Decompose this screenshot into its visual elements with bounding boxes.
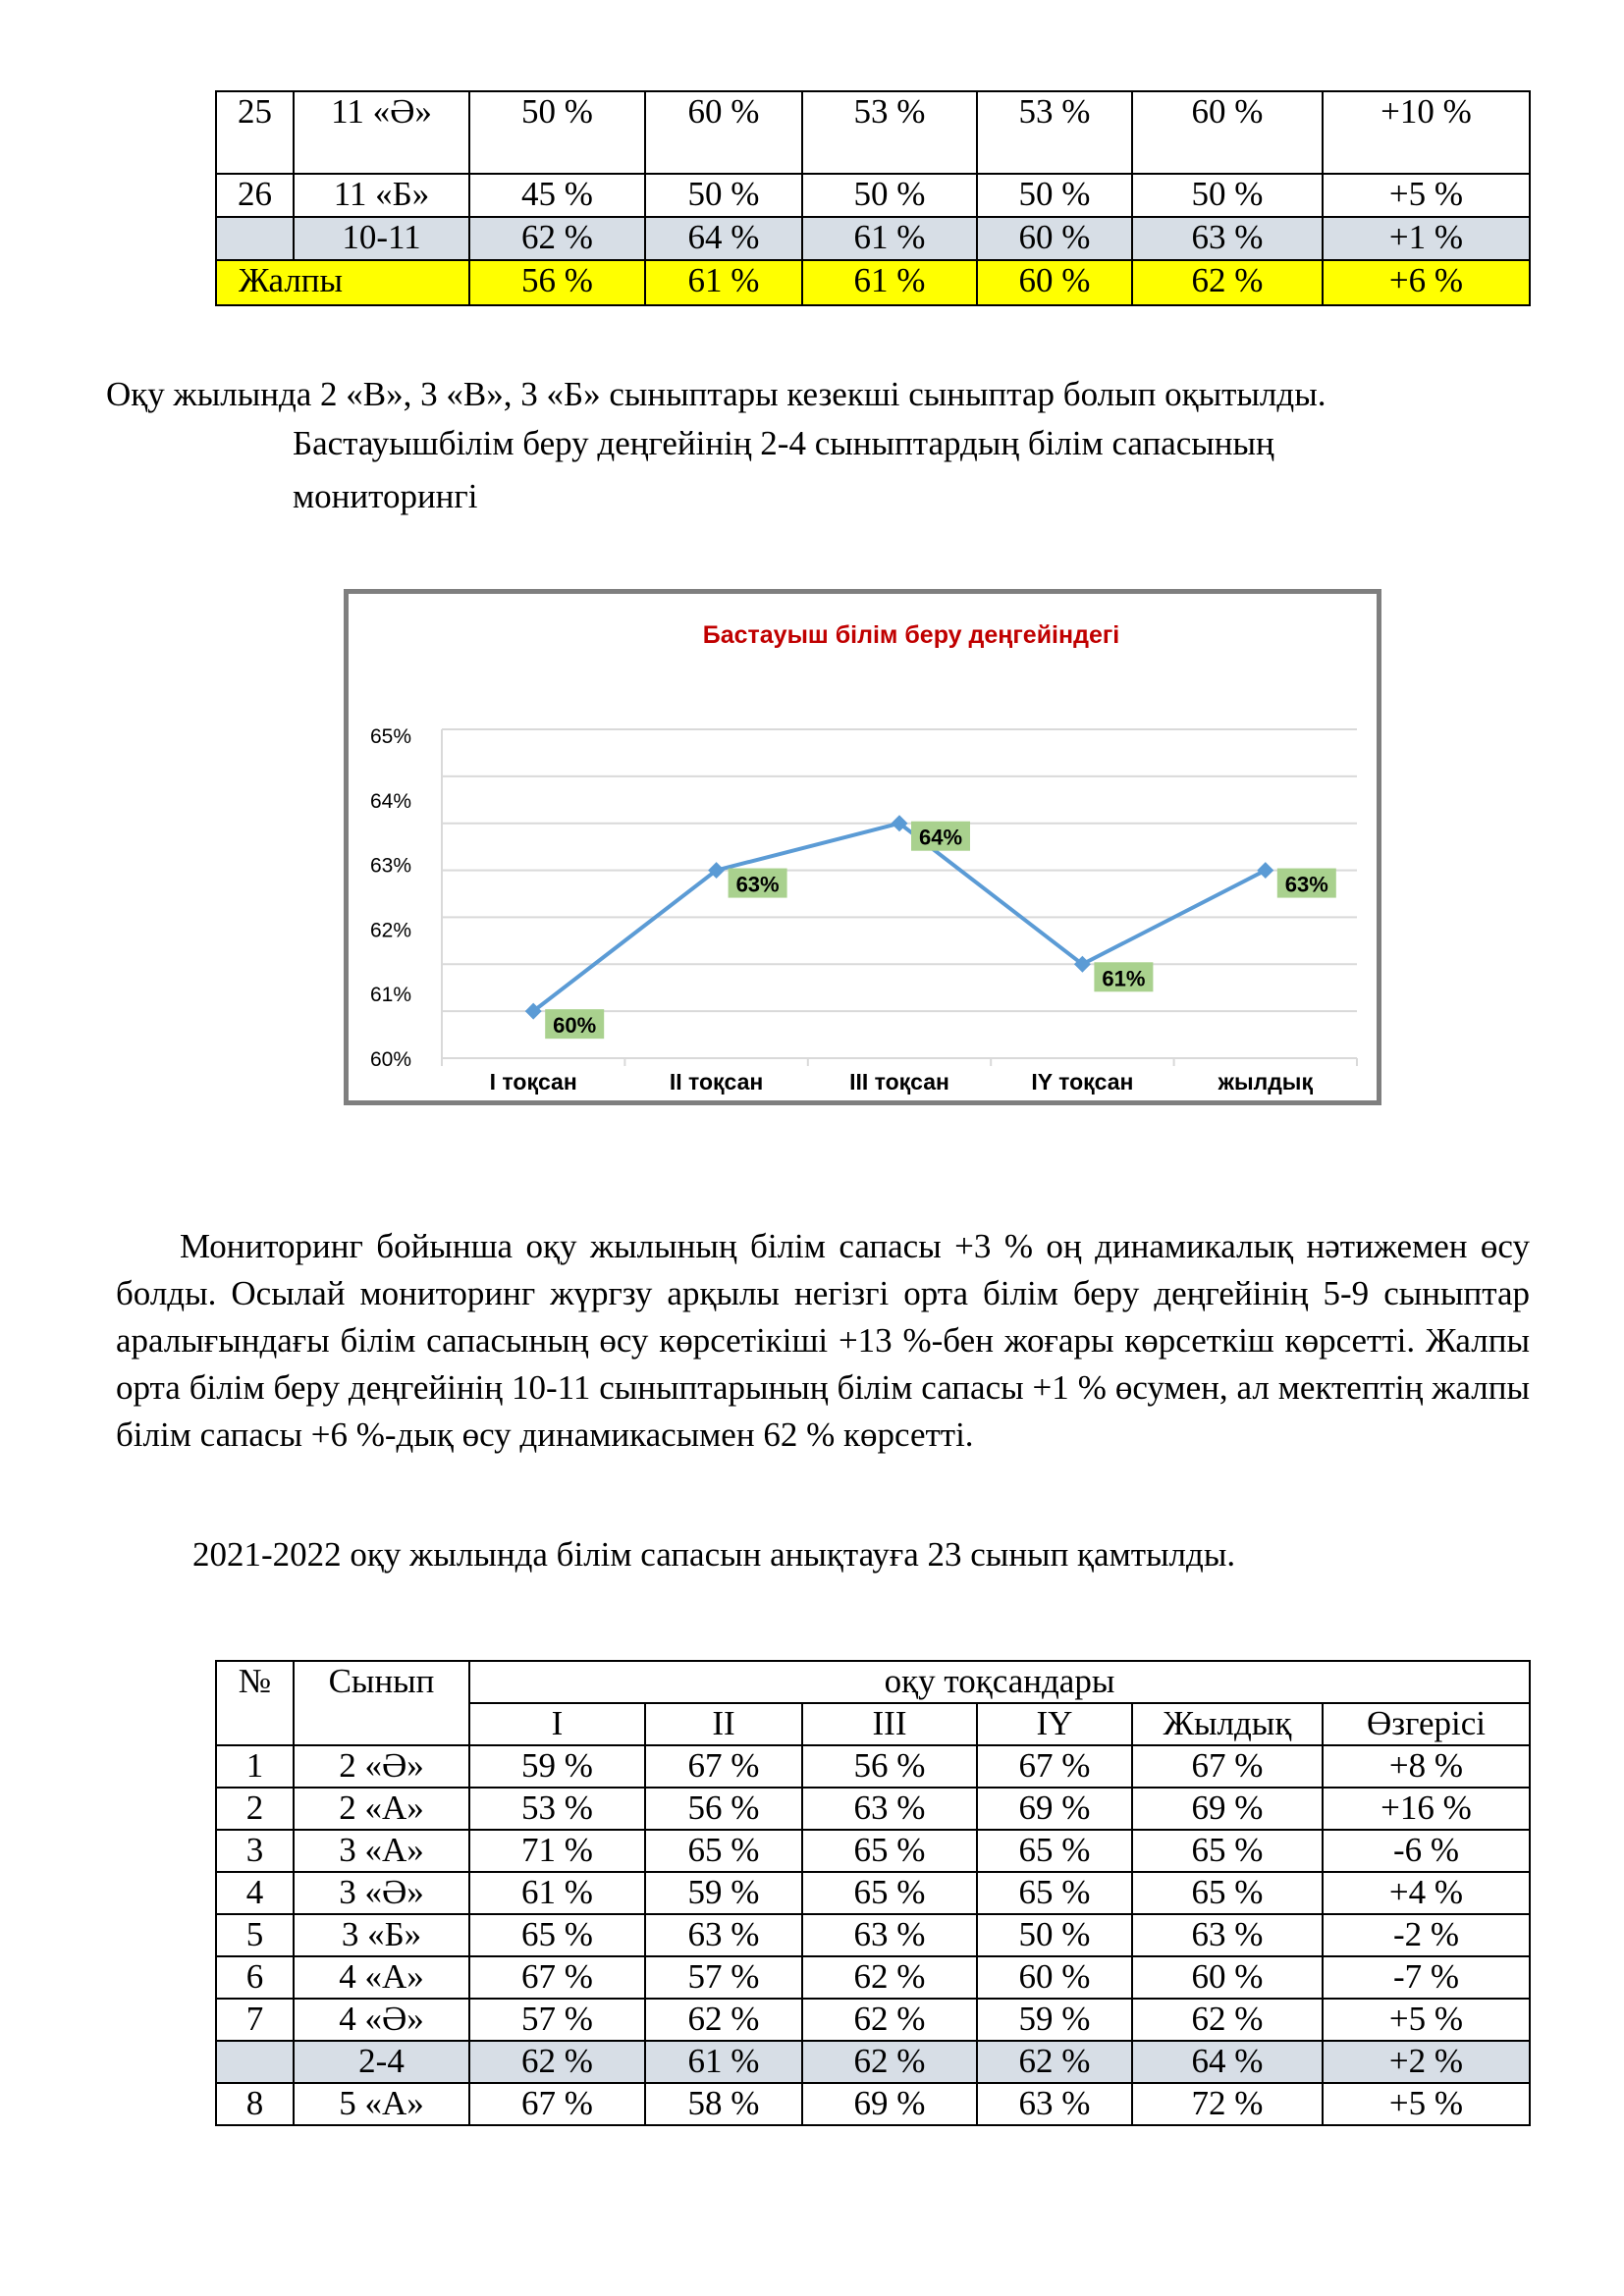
class-name: 4 «Ә» [294, 1999, 469, 2041]
year-value: 69 % [1132, 1788, 1323, 1830]
quarter-2-value: 64 % [645, 217, 802, 260]
quarter-1-value: 62 % [469, 217, 645, 260]
quarter-3-value: 69 % [802, 2083, 977, 2125]
quarter-2-value: 57 % [645, 1956, 802, 1999]
data-label: 63% [735, 872, 780, 897]
quarter-4-value: 53 % [977, 91, 1132, 174]
table-row [216, 91, 1530, 174]
row-number: 7 [216, 1999, 294, 2041]
total-row [216, 260, 1530, 305]
monitoring-heading-line-2: мониторингі [293, 477, 478, 515]
x-tick-label: жылдық [1218, 1069, 1313, 1095]
year-value: 63 % [1132, 217, 1323, 260]
results-table-top [215, 90, 1531, 306]
quarter-3-value: 65 % [802, 1872, 977, 1914]
quarter-3-value: 62 % [802, 2041, 977, 2083]
quarter-2-value: 58 % [645, 2083, 802, 2125]
x-tick-label: II тоқсан [669, 1069, 764, 1095]
year-value: 60 % [1132, 91, 1323, 174]
y-tick-label: 60% [369, 1048, 411, 1071]
change-value: -7 % [1323, 1956, 1530, 1999]
quarter-2-value: 50 % [645, 174, 802, 217]
table-row [216, 1956, 1530, 1999]
quarter-1-value: 45 % [469, 174, 645, 217]
chart-title: Бастауыш білім беру деңгейіндегі [702, 621, 1120, 649]
quarter-1-value: 71 % [469, 1830, 645, 1872]
year-value: 65 % [1132, 1830, 1323, 1872]
quarter-1-value: 65 % [469, 1914, 645, 1956]
class-name: 5 «А» [294, 2083, 469, 2125]
header-number: № [216, 1661, 294, 1745]
table-row [216, 174, 1530, 217]
data-point [1257, 862, 1273, 879]
quarter-1-value: 57 % [469, 1999, 645, 2041]
chart-canvas [349, 594, 1377, 1100]
y-tick-label: 64% [369, 789, 411, 813]
row-number [216, 2041, 294, 2083]
row-number: 4 [216, 1872, 294, 1914]
change-value: +4 % [1323, 1872, 1530, 1914]
quarter-1-value: 59 % [469, 1745, 645, 1788]
quarter-3-value: 62 % [802, 1956, 977, 1999]
class-name: 3 «А» [294, 1830, 469, 1872]
quarter-2-value: 65 % [645, 1830, 802, 1872]
year-value: 65 % [1132, 1872, 1323, 1914]
header-q1: I [469, 1703, 645, 1745]
shift-classes-paragraph: Оқу жылында 2 «В», 3 «В», 3 «Б» сыныптары кезекші сыныптар болып оқытылды. [106, 375, 1326, 413]
change-value: -6 % [1323, 1830, 1530, 1872]
header-q3: III [802, 1703, 977, 1745]
monitoring-heading-line-1: Бастауышбілім беру деңгейінің 2-4 сыныптардың білім сапасының [293, 424, 1274, 462]
data-label: 63% [1284, 872, 1328, 897]
class-name: 2 «А» [294, 1788, 469, 1830]
row-number: 1 [216, 1745, 294, 1788]
change-value: -2 % [1323, 1914, 1530, 1956]
quarter-3-value: 63 % [802, 1914, 977, 1956]
change-value: +5 % [1323, 2083, 1530, 2125]
table-row [216, 1872, 1530, 1914]
change-value: +1 % [1323, 217, 1530, 260]
quarter-4-value: 59 % [977, 1999, 1132, 2041]
quarter-1-value: 61 % [469, 1872, 645, 1914]
year-value: 62 % [1132, 1999, 1323, 2041]
data-label: 61% [1102, 966, 1146, 991]
subtotal-row [216, 2041, 1530, 2083]
quarter-2-value: 67 % [645, 1745, 802, 1788]
quarter-2-value: 56 % [645, 1788, 802, 1830]
data-label: 60% [553, 1013, 597, 1039]
header-quarters-group: оқу тоқсандары [469, 1661, 1530, 1703]
table-row [216, 1914, 1530, 1956]
y-axis-ticks [370, 725, 411, 1071]
quarter-3-value: 61 % [802, 260, 977, 305]
quarter-3-value: 56 % [802, 1745, 977, 1788]
year-value: 63 % [1132, 1914, 1323, 1956]
year-value: 67 % [1132, 1745, 1323, 1788]
quality-line-chart [344, 589, 1381, 1105]
row-number [216, 217, 294, 260]
change-value: +6 % [1323, 260, 1530, 305]
x-axis-ticks [490, 1069, 1314, 1095]
quarter-3-value: 61 % [802, 217, 977, 260]
change-value: +5 % [1323, 1999, 1530, 2041]
class-name: 11 «Ә» [294, 91, 469, 174]
data-label: 64% [918, 825, 963, 850]
quarter-2-value: 63 % [645, 1914, 802, 1956]
class-name: 11 «Б» [294, 174, 469, 217]
quarterly-results-body [216, 1745, 1530, 2125]
quarter-1-value: 53 % [469, 1788, 645, 1830]
quarter-1-value: 67 % [469, 1956, 645, 1999]
change-value: +2 % [1323, 2041, 1530, 2083]
table-row [216, 2083, 1530, 2125]
class-name: 2-4 [294, 2041, 469, 2083]
quarter-3-value: 65 % [802, 1830, 977, 1872]
quarter-2-value: 62 % [645, 1999, 802, 2041]
quarter-3-value: 62 % [802, 1999, 977, 2041]
quarter-3-value: 50 % [802, 174, 977, 217]
class-name: 3 «Ә» [294, 1872, 469, 1914]
table-row [216, 1788, 1530, 1830]
header-change: Өзгерісі [1323, 1703, 1530, 1745]
row-number: 26 [216, 174, 294, 217]
year-value: 60 % [1132, 1956, 1323, 1999]
y-tick-label: 65% [369, 725, 411, 748]
quarter-1-value: 67 % [469, 2083, 645, 2125]
quarter-4-value: 63 % [977, 2083, 1132, 2125]
row-number: 5 [216, 1914, 294, 1956]
y-tick-label: 63% [369, 854, 411, 878]
header-year: Жылдық [1132, 1703, 1323, 1745]
table-header-row [216, 1661, 1530, 1703]
year-value: 64 % [1132, 2041, 1323, 2083]
quarter-2-value: 59 % [645, 1872, 802, 1914]
row-number: 8 [216, 2083, 294, 2125]
quarter-4-value: 65 % [977, 1872, 1132, 1914]
quarter-4-value: 65 % [977, 1830, 1132, 1872]
change-value: +10 % [1323, 91, 1530, 174]
year-value: 62 % [1132, 260, 1323, 305]
class-name: 10-11 [294, 217, 469, 260]
quarter-2-value: 60 % [645, 91, 802, 174]
change-value: +8 % [1323, 1745, 1530, 1788]
quarter-4-value: 60 % [977, 260, 1132, 305]
quarter-4-value: 50 % [977, 1914, 1132, 1956]
quarter-3-value: 63 % [802, 1788, 977, 1830]
quarter-1-value: 50 % [469, 91, 645, 174]
quarter-4-value: 62 % [977, 2041, 1132, 2083]
quarter-1-value: 62 % [469, 2041, 645, 2083]
chart-series [525, 815, 1336, 1039]
change-value: +5 % [1323, 174, 1530, 217]
x-tick-label: III тоқсан [849, 1069, 949, 1095]
classes-covered-paragraph: 2021-2022 оқу жылында білім сапасын анықтауға 23 сынып қамтылды. [192, 1535, 1236, 1574]
class-name: 4 «А» [294, 1956, 469, 1999]
row-number: 25 [216, 91, 294, 174]
class-name: 3 «Б» [294, 1914, 469, 1956]
year-value: 50 % [1132, 174, 1323, 217]
quarter-1-value: 56 % [469, 260, 645, 305]
quarter-3-value: 53 % [802, 91, 977, 174]
row-number: 3 [216, 1830, 294, 1872]
quarter-4-value: 50 % [977, 174, 1132, 217]
quarter-4-value: 60 % [977, 217, 1132, 260]
table-row [216, 1830, 1530, 1872]
change-value: +16 % [1323, 1788, 1530, 1830]
total-label: Жалпы [216, 260, 469, 305]
class-name: 2 «Ә» [294, 1745, 469, 1788]
quarterly-results-table [215, 1660, 1531, 2126]
quarter-4-value: 60 % [977, 1956, 1132, 1999]
year-value: 72 % [1132, 2083, 1323, 2125]
table-row [216, 1999, 1530, 2041]
row-number: 2 [216, 1788, 294, 1830]
x-tick-label: I тоқсан [489, 1069, 577, 1095]
table-row [216, 1745, 1530, 1788]
y-tick-label: 61% [369, 984, 411, 1007]
quarter-4-value: 69 % [977, 1788, 1132, 1830]
quarter-2-value: 61 % [645, 2041, 802, 2083]
row-number: 6 [216, 1956, 294, 1999]
header-q4: IY [977, 1703, 1132, 1745]
x-tick-label: IY тоқсан [1031, 1069, 1134, 1095]
header-q2: II [645, 1703, 802, 1745]
quarter-4-value: 67 % [977, 1745, 1132, 1788]
subtotal-row [216, 217, 1530, 260]
y-tick-label: 62% [369, 919, 411, 942]
monitoring-results-paragraph: Мониторинг бойынша оқу жылының білім сапасы +3 % оң динамикалық нәтижемен өсу болды. Осылай мониторинг жүргзу арқылы негізгі орта білім беру деңгейінің 5-9 сыныптар аралығындағы білім сапасының өсу көрсетікіші +13 %-бен жоғары көрсеткіш көрсетті. Жалпы орта білім беру деңгейінің 10-11 сыныптарының білім сапасы +1 % өсумен, ал мектептің жалпы білім сапасы +6 %-дық өсу динамикасымен 62 % көрсетті. [116, 1227, 1530, 1454]
header-class: Сынып [294, 1661, 469, 1745]
quarter-2-value: 61 % [645, 260, 802, 305]
